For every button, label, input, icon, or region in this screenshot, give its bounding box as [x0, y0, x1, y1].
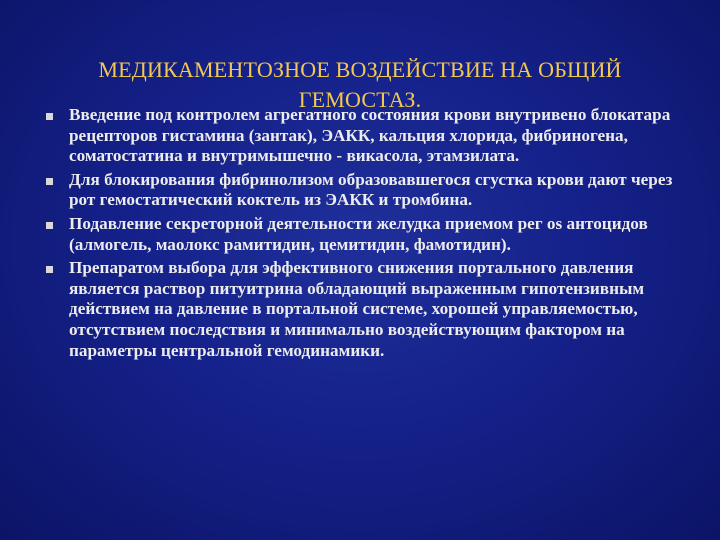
slide-title-line-1: МЕДИКАМЕНТОЗНОЕ ВОЗДЕЙСТВИЕ НА ОБЩИЙ: [98, 56, 622, 82]
bullet-text: Подавление секреторной деятельности желудка приемом рег os антоцидов (алмогель, маолокс рамитидин, цемитидин, фамотидин).: [69, 213, 648, 254]
bullet-item: [44, 258, 684, 361]
bullet-text: Для блокирования фибринолизом образовавшегося сгустка крови дают через рот гемостатический коктель из ЭАКК и тромбина.: [69, 169, 673, 210]
bullet-list: [44, 105, 684, 364]
square-bullet-icon: [46, 222, 53, 229]
square-bullet-icon: [46, 113, 53, 120]
bullet-text: Введение под контролем агрегатного состояния крови внутривено блокатара рецепторов гистамина (зантак), ЭАКК, кальция хлорида, фибриногена, соматостатина и внутримышечно - викасола, этамзилата.: [69, 105, 671, 166]
bullet-item: [44, 105, 684, 167]
bullet-text: Препаратом выбора для эффективного снижения портального давления является раствор питуитрина обладающий выраженным гипотензивным действием на давление в портальной системе, хорошей управляемостью, отсутствием последствия и минимально воздействующим фактором на параметры центральной гемодинамики.: [69, 258, 645, 360]
square-bullet-icon: [46, 178, 53, 185]
bullet-item: [44, 214, 684, 255]
slide-title-line-2: ГЕМОСТАЗ.: [298, 86, 422, 112]
square-bullet-icon: [46, 266, 53, 273]
bullet-item: [44, 170, 684, 211]
